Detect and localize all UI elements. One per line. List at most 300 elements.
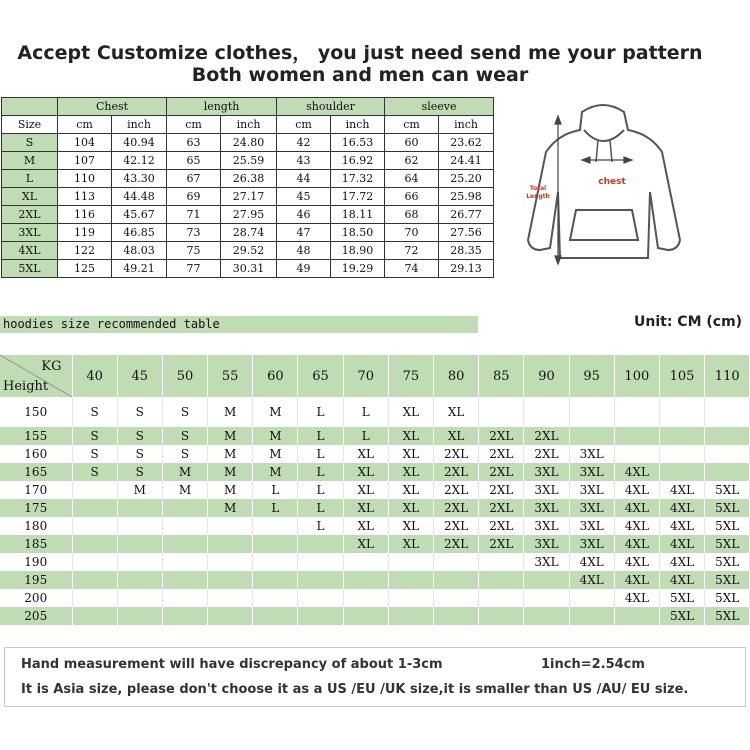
- recommended-size-cell: 5XL: [705, 481, 750, 499]
- weight-header: 100: [614, 355, 659, 397]
- measure-cell: 77: [167, 260, 221, 278]
- measure-cell: 49.21: [112, 260, 167, 278]
- size-cell: 5XL: [2, 260, 58, 278]
- unit-inch: inch: [439, 116, 494, 134]
- measure-cell: 18.11: [331, 206, 385, 224]
- recommended-size-cell: 5XL: [705, 517, 750, 535]
- total-length-label-1: Total: [529, 185, 547, 192]
- size-cell: 2XL: [2, 206, 58, 224]
- size-cell: L: [2, 170, 58, 188]
- recommend-body: [0, 397, 750, 625]
- recommend-row: [0, 397, 750, 427]
- recommended-size-cell: M: [162, 481, 207, 499]
- recommended-size-cell: 4XL: [614, 499, 659, 517]
- measure-cell: 24.41: [439, 152, 494, 170]
- size-chart-row: [2, 134, 494, 152]
- recommended-size-cell: 2XL: [479, 517, 524, 535]
- measure-cell: 24.80: [221, 134, 277, 152]
- measure-cell: 18.90: [331, 242, 385, 260]
- recommended-size-cell: XL: [388, 517, 433, 535]
- recommended-size-cell: [343, 607, 388, 625]
- recommended-size-cell: M: [208, 499, 253, 517]
- measure-cell: 19.29: [331, 260, 385, 278]
- size-chart-row: [2, 170, 494, 188]
- height-cell: 180: [0, 517, 72, 535]
- height-cell: 200: [0, 589, 72, 607]
- recommended-size-cell: [479, 571, 524, 589]
- recommended-size-cell: [569, 427, 614, 445]
- size-chart-unit-row: [2, 116, 494, 134]
- recommended-size-cell: [117, 589, 162, 607]
- recommended-size-cell: [72, 535, 117, 553]
- recommended-size-cell: 2XL: [434, 535, 479, 553]
- measure-cell: 27.56: [439, 224, 494, 242]
- recommended-size-cell: M: [162, 463, 207, 481]
- recommended-size-cell: [117, 535, 162, 553]
- recommended-size-cell: 5XL: [705, 589, 750, 607]
- recommended-size-cell: M: [208, 397, 253, 427]
- measure-cell: 26.38: [221, 170, 277, 188]
- recommend-row: [0, 499, 750, 517]
- measure-cell: 122: [58, 242, 112, 260]
- recommended-size-cell: S: [117, 463, 162, 481]
- recommended-size-cell: [72, 553, 117, 571]
- recommended-size-cell: 3XL: [569, 481, 614, 499]
- recommended-size-cell: [705, 427, 750, 445]
- measure-cell: 49: [277, 260, 331, 278]
- recommended-size-cell: [117, 499, 162, 517]
- recommend-table-caption: hoodies size recommended table: [0, 316, 478, 333]
- recommended-size-cell: 3XL: [569, 517, 614, 535]
- recommended-size-cell: [343, 589, 388, 607]
- unit-cm: cm: [167, 116, 221, 134]
- unit-inch: inch: [331, 116, 385, 134]
- measure-cell: 70: [385, 224, 439, 242]
- group-length: length: [167, 98, 277, 116]
- recommend-row: [0, 589, 750, 607]
- weight-header: 110: [705, 355, 750, 397]
- size-chart-body: [2, 134, 494, 278]
- recommended-size-cell: 3XL: [569, 499, 614, 517]
- weight-header: 105: [659, 355, 704, 397]
- recommended-size-cell: M: [253, 463, 298, 481]
- recommended-size-cell: [479, 397, 524, 427]
- recommended-size-cell: L: [298, 499, 343, 517]
- recommended-size-cell: M: [253, 427, 298, 445]
- recommend-corner: [0, 355, 72, 397]
- recommended-size-cell: S: [162, 427, 207, 445]
- recommended-size-cell: [705, 445, 750, 463]
- measure-cell: 74: [385, 260, 439, 278]
- measure-cell: 73: [167, 224, 221, 242]
- total-length-label-2: Length: [526, 193, 550, 200]
- recommended-size-cell: [72, 589, 117, 607]
- recommended-size-cell: 2XL: [479, 463, 524, 481]
- measure-cell: 25.59: [221, 152, 277, 170]
- recommended-size-cell: 2XL: [524, 427, 569, 445]
- measure-cell: 40.94: [112, 134, 167, 152]
- recommended-size-cell: [524, 571, 569, 589]
- height-cell: 205: [0, 607, 72, 625]
- recommended-size-cell: S: [72, 397, 117, 427]
- recommend-row: [0, 427, 750, 445]
- recommended-size-cell: [298, 571, 343, 589]
- recommended-size-cell: [705, 463, 750, 481]
- recommended-size-cell: 3XL: [524, 463, 569, 481]
- recommend-row: [0, 571, 750, 589]
- height-cell: 175: [0, 499, 72, 517]
- measure-cell: 44.48: [112, 188, 167, 206]
- recommended-size-cell: [208, 517, 253, 535]
- size-cell: S: [2, 134, 58, 152]
- measure-cell: 16.92: [331, 152, 385, 170]
- recommended-size-cell: 5XL: [705, 553, 750, 571]
- recommended-size-cell: [434, 553, 479, 571]
- recommended-size-cell: 3XL: [524, 499, 569, 517]
- recommended-size-cell: XL: [388, 481, 433, 499]
- measure-cell: 65: [167, 152, 221, 170]
- recommended-size-cell: L: [298, 463, 343, 481]
- recommend-row: [0, 607, 750, 625]
- height-cell: 195: [0, 571, 72, 589]
- height-label: Height: [3, 379, 49, 394]
- size-cell: 3XL: [2, 224, 58, 242]
- measure-cell: 48.03: [112, 242, 167, 260]
- recommended-size-cell: 3XL: [524, 481, 569, 499]
- recommended-size-cell: 2XL: [479, 499, 524, 517]
- recommended-size-cell: 4XL: [659, 535, 704, 553]
- recommended-size-cell: S: [162, 397, 207, 427]
- recommended-size-cell: [659, 445, 704, 463]
- measure-cell: 45: [277, 188, 331, 206]
- recommended-size-cell: 4XL: [614, 481, 659, 499]
- recommended-size-cell: XL: [388, 397, 433, 427]
- measure-cell: 68: [385, 206, 439, 224]
- weight-header: 50: [162, 355, 207, 397]
- recommended-size-cell: [659, 397, 704, 427]
- recommended-size-cell: S: [117, 397, 162, 427]
- recommended-size-cell: 5XL: [659, 589, 704, 607]
- recommended-size-cell: [162, 589, 207, 607]
- measure-cell: 16.53: [331, 134, 385, 152]
- recommended-size-cell: [479, 589, 524, 607]
- height-cell: 165: [0, 463, 72, 481]
- recommended-size-cell: [298, 553, 343, 571]
- recommended-size-cell: XL: [388, 427, 433, 445]
- measure-cell: 107: [58, 152, 112, 170]
- recommend-row: [0, 481, 750, 499]
- measure-cell: 42: [277, 134, 331, 152]
- recommended-size-cell: 4XL: [659, 517, 704, 535]
- recommended-size-cell: 2XL: [524, 445, 569, 463]
- recommended-size-cell: M: [208, 463, 253, 481]
- recommended-size-cell: [569, 589, 614, 607]
- weight-header: 85: [479, 355, 524, 397]
- recommended-size-cell: 4XL: [659, 499, 704, 517]
- recommended-size-cell: 2XL: [479, 535, 524, 553]
- measure-cell: 18.50: [331, 224, 385, 242]
- measure-cell: 25.98: [439, 188, 494, 206]
- recommended-size-cell: 2XL: [434, 481, 479, 499]
- recommend-row: [0, 553, 750, 571]
- recommend-row: [0, 463, 750, 481]
- recommended-size-cell: S: [72, 427, 117, 445]
- measure-cell: 17.32: [331, 170, 385, 188]
- recommended-size-cell: 2XL: [434, 517, 479, 535]
- recommended-size-cell: 3XL: [524, 517, 569, 535]
- recommended-size-cell: 4XL: [659, 553, 704, 571]
- measure-cell: 64: [385, 170, 439, 188]
- measure-cell: 42.12: [112, 152, 167, 170]
- height-cell: 190: [0, 553, 72, 571]
- recommended-size-cell: [705, 397, 750, 427]
- measure-cell: 47: [277, 224, 331, 242]
- measure-cell: 125: [58, 260, 112, 278]
- chest-label: chest: [598, 177, 626, 187]
- height-cell: 150: [0, 397, 72, 427]
- unit-cm: cm: [277, 116, 331, 134]
- recommended-size-cell: [298, 607, 343, 625]
- recommended-size-cell: 2XL: [434, 499, 479, 517]
- size-chart-row: [2, 260, 494, 278]
- size-chart-group-row: [2, 98, 494, 116]
- headline-line-2: Both women and men can wear: [191, 64, 529, 86]
- recommended-size-cell: XL: [343, 535, 388, 553]
- recommended-size-cell: [524, 397, 569, 427]
- recommended-size-cell: M: [253, 397, 298, 427]
- recommended-size-cell: L: [253, 481, 298, 499]
- measure-cell: 104: [58, 134, 112, 152]
- recommended-size-cell: XL: [388, 445, 433, 463]
- recommended-size-cell: [162, 607, 207, 625]
- note-conversion: 1inch=2.54cm: [541, 657, 645, 672]
- recommend-row: [0, 445, 750, 463]
- recommended-size-cell: XL: [388, 463, 433, 481]
- recommended-size-cell: [298, 589, 343, 607]
- group-sleeve: sleeve: [385, 98, 494, 116]
- recommended-size-cell: XL: [434, 427, 479, 445]
- size-header: Size: [2, 116, 58, 134]
- recommended-size-cell: 4XL: [614, 589, 659, 607]
- recommended-size-cell: S: [72, 445, 117, 463]
- recommended-size-cell: XL: [343, 517, 388, 535]
- note-asia-size: It is Asia size, please don't choose it as a US /EU /UK size,it is smaller than US /AU/ EU size.: [21, 682, 689, 697]
- recommended-size-cell: [117, 571, 162, 589]
- note-measurement: Hand measurement will have discrepancy of about 1-3cm: [21, 657, 443, 672]
- recommended-size-cell: [388, 571, 433, 589]
- recommended-size-cell: 4XL: [614, 571, 659, 589]
- unit-cm: cm: [58, 116, 112, 134]
- recommended-size-cell: S: [117, 427, 162, 445]
- recommended-size-cell: [434, 589, 479, 607]
- size-chart-row: [2, 188, 494, 206]
- weight-header: 95: [569, 355, 614, 397]
- measure-cell: 43.30: [112, 170, 167, 188]
- recommended-size-cell: M: [117, 481, 162, 499]
- measure-cell: 71: [167, 206, 221, 224]
- recommended-size-cell: S: [117, 445, 162, 463]
- recommended-size-cell: [72, 607, 117, 625]
- recommended-size-cell: 4XL: [614, 553, 659, 571]
- recommended-size-cell: 4XL: [614, 517, 659, 535]
- size-chart-corner: [2, 98, 58, 116]
- recommended-size-cell: [253, 553, 298, 571]
- recommended-size-cell: M: [208, 481, 253, 499]
- size-chart-row: [2, 224, 494, 242]
- recommended-size-cell: 5XL: [705, 571, 750, 589]
- recommended-size-cell: 3XL: [524, 553, 569, 571]
- weight-header: 40: [72, 355, 117, 397]
- measure-cell: 60: [385, 134, 439, 152]
- recommended-size-cell: [659, 463, 704, 481]
- size-chart-table: [1, 97, 494, 278]
- unit-cm: cm: [385, 116, 439, 134]
- recommended-size-cell: [614, 427, 659, 445]
- recommended-size-cell: L: [343, 397, 388, 427]
- size-cell: M: [2, 152, 58, 170]
- notes-box: [4, 647, 746, 707]
- recommend-header-row: [0, 355, 750, 397]
- weight-header: 90: [524, 355, 569, 397]
- measure-cell: 28.74: [221, 224, 277, 242]
- weight-header: 65: [298, 355, 343, 397]
- recommended-size-cell: [298, 535, 343, 553]
- recommended-size-cell: L: [298, 517, 343, 535]
- measure-cell: 44: [277, 170, 331, 188]
- recommended-size-cell: 2XL: [479, 481, 524, 499]
- recommended-size-cell: [253, 535, 298, 553]
- measure-cell: 62: [385, 152, 439, 170]
- corner-diagonal: [0, 355, 72, 397]
- recommended-size-cell: XL: [388, 535, 433, 553]
- recommended-size-cell: XL: [434, 397, 479, 427]
- kg-label: KG: [41, 359, 62, 374]
- recommended-size-cell: [162, 571, 207, 589]
- recommended-size-cell: 3XL: [569, 463, 614, 481]
- measure-cell: 28.35: [439, 242, 494, 260]
- weight-header: 70: [343, 355, 388, 397]
- recommended-size-cell: [434, 607, 479, 625]
- unit-label: Unit: CM (cm): [634, 314, 743, 330]
- recommended-size-cell: 5XL: [705, 499, 750, 517]
- recommended-size-cell: 3XL: [569, 535, 614, 553]
- recommended-size-cell: [614, 607, 659, 625]
- recommended-size-cell: XL: [343, 499, 388, 517]
- measure-cell: 23.62: [439, 134, 494, 152]
- recommend-table: [0, 355, 750, 625]
- recommended-size-cell: [479, 607, 524, 625]
- measure-cell: 46: [277, 206, 331, 224]
- height-cell: 160: [0, 445, 72, 463]
- size-chart-row: [2, 152, 494, 170]
- recommended-size-cell: [72, 571, 117, 589]
- measure-cell: 26.77: [439, 206, 494, 224]
- recommended-size-cell: [117, 517, 162, 535]
- recommended-size-cell: 2XL: [434, 463, 479, 481]
- weight-header: 45: [117, 355, 162, 397]
- recommended-size-cell: [253, 571, 298, 589]
- recommended-size-cell: [253, 517, 298, 535]
- measure-cell: 75: [167, 242, 221, 260]
- recommended-size-cell: [253, 607, 298, 625]
- measure-cell: 110: [58, 170, 112, 188]
- recommended-size-cell: 5XL: [705, 535, 750, 553]
- recommended-size-cell: L: [298, 397, 343, 427]
- recommended-size-cell: [524, 589, 569, 607]
- measure-cell: 67: [167, 170, 221, 188]
- measure-cell: 116: [58, 206, 112, 224]
- recommended-size-cell: [388, 553, 433, 571]
- measure-cell: 113: [58, 188, 112, 206]
- weight-header: 80: [434, 355, 479, 397]
- recommended-size-cell: [343, 571, 388, 589]
- recommended-size-cell: [614, 397, 659, 427]
- size-cell: 4XL: [2, 242, 58, 260]
- recommended-size-cell: L: [253, 499, 298, 517]
- weight-header: 55: [208, 355, 253, 397]
- measure-cell: 29.13: [439, 260, 494, 278]
- recommended-size-cell: M: [253, 445, 298, 463]
- group-chest: Chest: [58, 98, 167, 116]
- recommended-size-cell: L: [343, 427, 388, 445]
- recommended-size-cell: [162, 499, 207, 517]
- recommended-size-cell: M: [208, 445, 253, 463]
- recommended-size-cell: [117, 553, 162, 571]
- measure-cell: 66: [385, 188, 439, 206]
- recommended-size-cell: L: [298, 445, 343, 463]
- recommended-size-cell: [162, 517, 207, 535]
- height-cell: 155: [0, 427, 72, 445]
- recommended-size-cell: 4XL: [659, 481, 704, 499]
- recommended-size-cell: 4XL: [614, 463, 659, 481]
- size-chart-row: [2, 242, 494, 260]
- recommended-size-cell: XL: [343, 445, 388, 463]
- recommended-size-cell: [72, 481, 117, 499]
- measure-cell: 43: [277, 152, 331, 170]
- recommended-size-cell: 4XL: [569, 571, 614, 589]
- group-shoulder: shoulder: [277, 98, 385, 116]
- recommended-size-cell: M: [208, 427, 253, 445]
- weight-header: 75: [388, 355, 433, 397]
- hoodie-diagram: [520, 100, 700, 270]
- recommended-size-cell: XL: [343, 481, 388, 499]
- measure-cell: 45.67: [112, 206, 167, 224]
- recommended-size-cell: [208, 553, 253, 571]
- recommended-size-cell: [479, 553, 524, 571]
- recommended-size-cell: [208, 571, 253, 589]
- recommended-size-cell: [569, 607, 614, 625]
- recommended-size-cell: [117, 607, 162, 625]
- recommended-size-cell: [388, 607, 433, 625]
- recommended-size-cell: XL: [343, 463, 388, 481]
- recommend-row: [0, 517, 750, 535]
- recommended-size-cell: [208, 589, 253, 607]
- measure-cell: 119: [58, 224, 112, 242]
- measure-cell: 46.85: [112, 224, 167, 242]
- size-chart-row: [2, 206, 494, 224]
- recommended-size-cell: [72, 517, 117, 535]
- recommended-size-cell: 2XL: [434, 445, 479, 463]
- recommended-size-cell: [162, 535, 207, 553]
- recommended-size-cell: [253, 589, 298, 607]
- measure-cell: 27.17: [221, 188, 277, 206]
- recommended-size-cell: [524, 607, 569, 625]
- height-cell: 170: [0, 481, 72, 499]
- recommended-size-cell: [343, 553, 388, 571]
- recommended-size-cell: [72, 499, 117, 517]
- recommended-size-cell: [162, 553, 207, 571]
- recommended-size-cell: [434, 571, 479, 589]
